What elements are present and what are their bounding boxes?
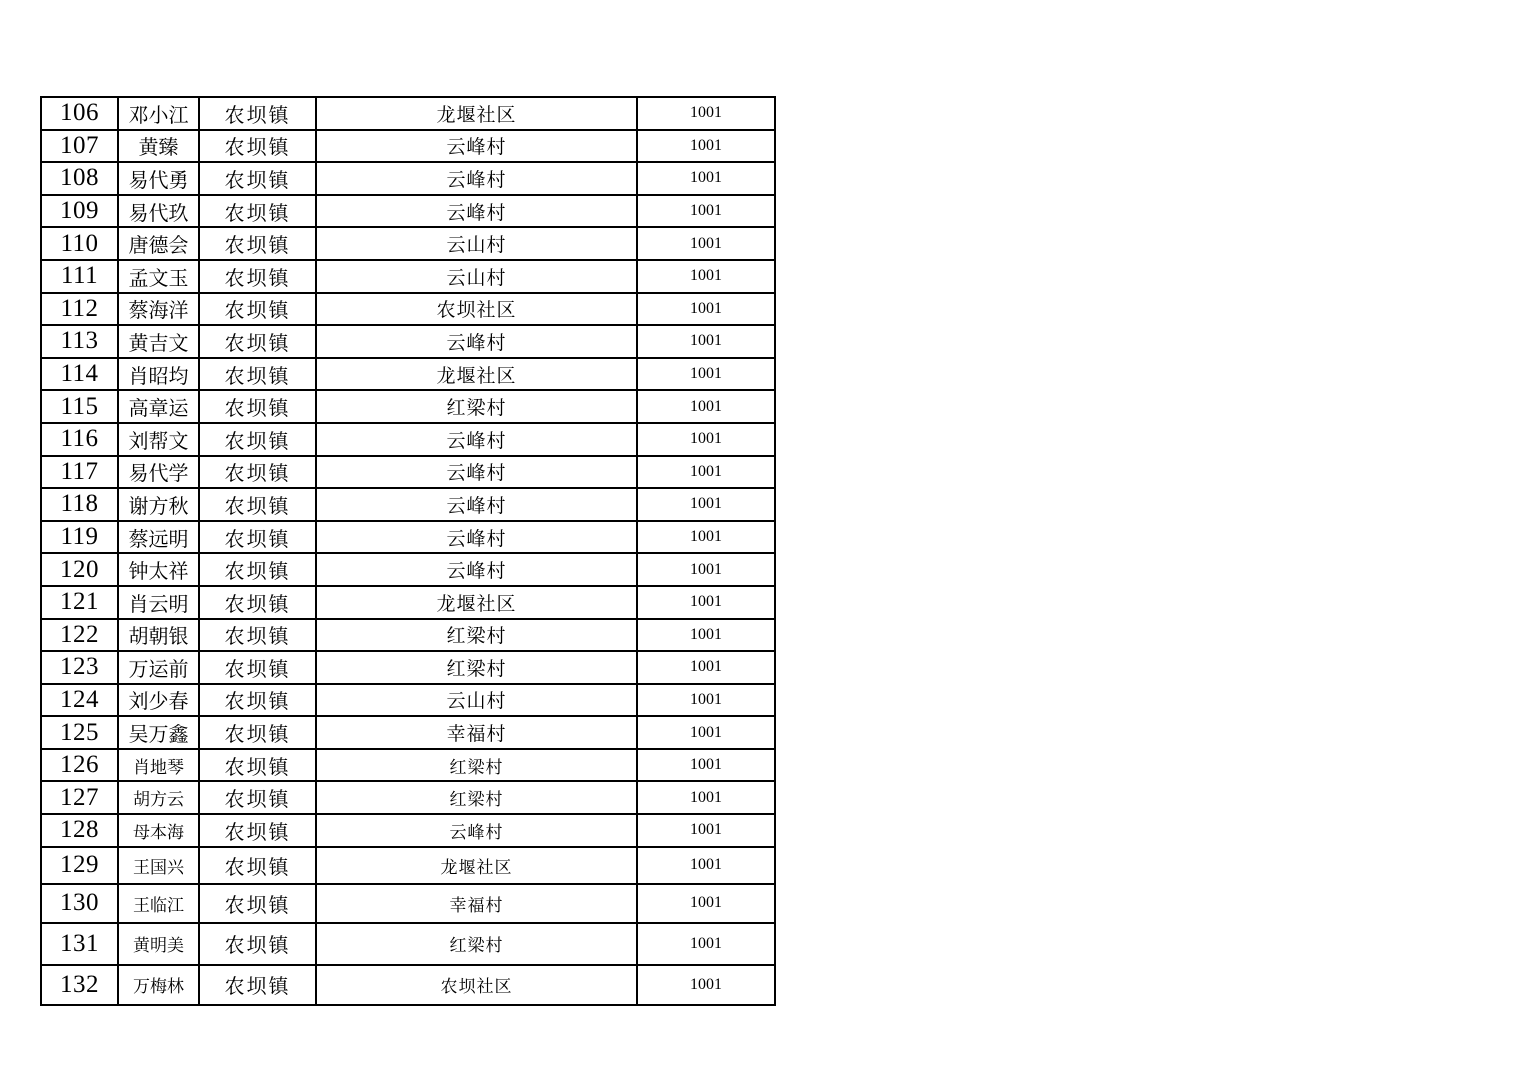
table-row [41, 684, 775, 717]
town-cell: 农坝镇 [199, 923, 316, 965]
row-number-cell: 117 [41, 456, 118, 489]
row-number-cell: 109 [41, 195, 118, 228]
town-cell: 农坝镇 [199, 488, 316, 521]
row-number-cell: 130 [41, 884, 118, 923]
row-number-cell: 110 [41, 227, 118, 260]
table-row [41, 423, 775, 456]
town-cell: 农坝镇 [199, 195, 316, 228]
town-cell: 农坝镇 [199, 162, 316, 195]
code-cell: 1001 [637, 227, 775, 260]
code-cell: 1001 [637, 651, 775, 684]
row-number-cell: 127 [41, 781, 118, 814]
row-number-cell: 126 [41, 749, 118, 782]
name-cell: 唐德会 [118, 227, 199, 260]
row-number-cell: 132 [41, 965, 118, 1005]
village-cell: 云峰村 [316, 521, 637, 554]
village-cell: 幸福村 [316, 716, 637, 749]
name-cell: 刘少春 [118, 684, 199, 717]
code-cell: 1001 [637, 553, 775, 586]
village-cell: 云峰村 [316, 162, 637, 195]
code-cell: 1001 [637, 195, 775, 228]
table-row [41, 814, 775, 847]
name-cell: 王临江 [118, 884, 199, 923]
table-row [41, 651, 775, 684]
table-row [41, 227, 775, 260]
code-cell: 1001 [637, 884, 775, 923]
village-cell: 红梁村 [316, 923, 637, 965]
row-number-cell: 116 [41, 423, 118, 456]
code-cell: 1001 [637, 293, 775, 326]
code-cell: 1001 [637, 684, 775, 717]
town-cell: 农坝镇 [199, 651, 316, 684]
name-cell: 蔡远明 [118, 521, 199, 554]
table-row [41, 260, 775, 293]
row-number-cell: 125 [41, 716, 118, 749]
village-cell: 农坝社区 [316, 965, 637, 1005]
town-cell: 农坝镇 [199, 619, 316, 652]
name-cell: 胡方云 [118, 781, 199, 814]
code-cell: 1001 [637, 130, 775, 163]
row-number-cell: 111 [41, 260, 118, 293]
town-cell: 农坝镇 [199, 716, 316, 749]
name-cell: 肖地琴 [118, 749, 199, 782]
table-row [41, 749, 775, 782]
code-cell: 1001 [637, 619, 775, 652]
row-number-cell: 131 [41, 923, 118, 965]
name-cell: 易代玖 [118, 195, 199, 228]
name-cell: 王国兴 [118, 847, 199, 884]
row-number-cell: 108 [41, 162, 118, 195]
name-cell: 胡朝银 [118, 619, 199, 652]
row-number-cell: 112 [41, 293, 118, 326]
name-cell: 高章运 [118, 390, 199, 423]
code-cell: 1001 [637, 162, 775, 195]
row-number-cell: 122 [41, 619, 118, 652]
name-cell: 蔡海洋 [118, 293, 199, 326]
name-cell: 谢方秋 [118, 488, 199, 521]
town-cell: 农坝镇 [199, 325, 316, 358]
name-cell: 钟太祥 [118, 553, 199, 586]
village-cell: 幸福村 [316, 884, 637, 923]
table-row [41, 847, 775, 884]
table-row [41, 195, 775, 228]
code-cell: 1001 [637, 488, 775, 521]
town-cell: 农坝镇 [199, 749, 316, 782]
table-row [41, 716, 775, 749]
town-cell: 农坝镇 [199, 884, 316, 923]
table-row [41, 97, 775, 130]
table-row [41, 884, 775, 923]
village-cell: 龙堰社区 [316, 847, 637, 884]
town-cell: 农坝镇 [199, 965, 316, 1005]
table-row [41, 781, 775, 814]
code-cell: 1001 [637, 390, 775, 423]
village-cell: 云山村 [316, 684, 637, 717]
row-number-cell: 123 [41, 651, 118, 684]
name-cell: 易代勇 [118, 162, 199, 195]
row-number-cell: 120 [41, 553, 118, 586]
village-cell: 云峰村 [316, 325, 637, 358]
table-row [41, 619, 775, 652]
town-cell: 农坝镇 [199, 390, 316, 423]
town-cell: 农坝镇 [199, 456, 316, 489]
code-cell: 1001 [637, 749, 775, 782]
town-cell: 农坝镇 [199, 423, 316, 456]
town-cell: 农坝镇 [199, 358, 316, 391]
village-cell: 云峰村 [316, 423, 637, 456]
village-cell: 云峰村 [316, 814, 637, 847]
table-row [41, 390, 775, 423]
name-cell: 肖昭均 [118, 358, 199, 391]
town-cell: 农坝镇 [199, 847, 316, 884]
roster-table-body [41, 97, 775, 1005]
table-row [41, 965, 775, 1005]
village-cell: 红梁村 [316, 781, 637, 814]
row-number-cell: 128 [41, 814, 118, 847]
code-cell: 1001 [637, 260, 775, 293]
row-number-cell: 119 [41, 521, 118, 554]
village-cell: 农坝社区 [316, 293, 637, 326]
town-cell: 农坝镇 [199, 227, 316, 260]
code-cell: 1001 [637, 423, 775, 456]
name-cell: 黄臻 [118, 130, 199, 163]
code-cell: 1001 [637, 456, 775, 489]
village-cell: 龙堰社区 [316, 97, 637, 130]
code-cell: 1001 [637, 586, 775, 619]
code-cell: 1001 [637, 847, 775, 884]
table-row [41, 553, 775, 586]
row-number-cell: 129 [41, 847, 118, 884]
village-cell: 红梁村 [316, 390, 637, 423]
row-number-cell: 113 [41, 325, 118, 358]
village-cell: 云山村 [316, 227, 637, 260]
table-row [41, 456, 775, 489]
town-cell: 农坝镇 [199, 684, 316, 717]
code-cell: 1001 [637, 97, 775, 130]
table-row [41, 923, 775, 965]
row-number-cell: 106 [41, 97, 118, 130]
name-cell: 邓小江 [118, 97, 199, 130]
row-number-cell: 107 [41, 130, 118, 163]
table-row [41, 488, 775, 521]
name-cell: 刘帮文 [118, 423, 199, 456]
row-number-cell: 121 [41, 586, 118, 619]
name-cell: 黄明美 [118, 923, 199, 965]
table-row [41, 130, 775, 163]
name-cell: 肖云明 [118, 586, 199, 619]
table-row [41, 521, 775, 554]
village-cell: 红梁村 [316, 619, 637, 652]
village-cell: 红梁村 [316, 749, 637, 782]
name-cell: 万运前 [118, 651, 199, 684]
name-cell: 吴万鑫 [118, 716, 199, 749]
town-cell: 农坝镇 [199, 814, 316, 847]
name-cell: 易代学 [118, 456, 199, 489]
town-cell: 农坝镇 [199, 97, 316, 130]
village-cell: 云峰村 [316, 456, 637, 489]
table-row [41, 293, 775, 326]
village-cell: 云峰村 [316, 553, 637, 586]
town-cell: 农坝镇 [199, 293, 316, 326]
village-cell: 龙堰社区 [316, 358, 637, 391]
village-cell: 红梁村 [316, 651, 637, 684]
town-cell: 农坝镇 [199, 553, 316, 586]
village-cell: 云峰村 [316, 130, 637, 163]
row-number-cell: 115 [41, 390, 118, 423]
row-number-cell: 124 [41, 684, 118, 717]
name-cell: 黄吉文 [118, 325, 199, 358]
code-cell: 1001 [637, 521, 775, 554]
code-cell: 1001 [637, 358, 775, 391]
name-cell: 孟文玉 [118, 260, 199, 293]
town-cell: 农坝镇 [199, 260, 316, 293]
code-cell: 1001 [637, 923, 775, 965]
table-row [41, 358, 775, 391]
village-cell: 云峰村 [316, 488, 637, 521]
table-row [41, 586, 775, 619]
village-cell: 云山村 [316, 260, 637, 293]
village-cell: 云峰村 [316, 195, 637, 228]
village-cell: 龙堰社区 [316, 586, 637, 619]
town-cell: 农坝镇 [199, 781, 316, 814]
row-number-cell: 114 [41, 358, 118, 391]
code-cell: 1001 [637, 716, 775, 749]
code-cell: 1001 [637, 781, 775, 814]
town-cell: 农坝镇 [199, 521, 316, 554]
resident-roster-table [40, 96, 776, 1006]
name-cell: 万梅林 [118, 965, 199, 1005]
row-number-cell: 118 [41, 488, 118, 521]
code-cell: 1001 [637, 814, 775, 847]
name-cell: 母本海 [118, 814, 199, 847]
code-cell: 1001 [637, 965, 775, 1005]
town-cell: 农坝镇 [199, 586, 316, 619]
table-row [41, 162, 775, 195]
town-cell: 农坝镇 [199, 130, 316, 163]
code-cell: 1001 [637, 325, 775, 358]
table-row [41, 325, 775, 358]
